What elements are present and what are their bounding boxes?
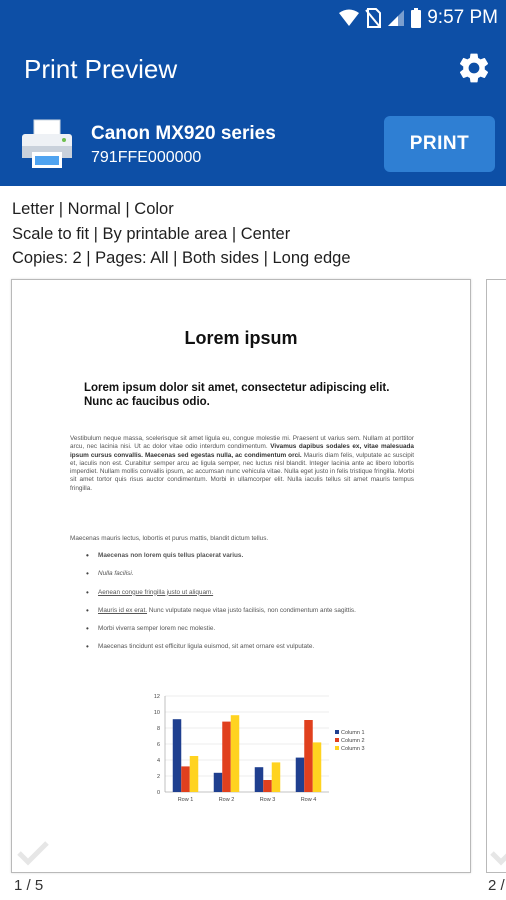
x-tick-label: Row 1: [177, 797, 194, 803]
printer-icon: [20, 118, 74, 172]
battery-icon: [411, 8, 421, 28]
preview-page-1[interactable]: [11, 279, 471, 873]
y-tick-label: 8: [156, 726, 160, 732]
list-item: • Aenean congue fringilla justo ut aliquam.: [84, 589, 414, 597]
no-sim-icon: [365, 8, 381, 28]
bar: [173, 719, 182, 792]
summary-paper: Letter | Normal | Color: [12, 200, 174, 218]
y-tick-label: 4: [156, 758, 160, 764]
bar: [296, 758, 305, 792]
y-tick-label: 6: [156, 742, 160, 748]
bar: [214, 773, 223, 792]
bar: [272, 762, 281, 792]
list-item: • Morbi viverra semper lorem nec molestie.: [84, 625, 414, 633]
wifi-icon: [339, 9, 359, 27]
paragraph-bold-text: Vivamus dapibus sodales ex, vitae malesuada ipsum cursus convallis. Maecenas sed egestas nulla, ac condimentum orci.: [70, 443, 414, 459]
bar: [304, 720, 313, 792]
page-title: Print Preview: [24, 54, 178, 84]
document-list: [84, 552, 414, 662]
y-tick-label: 0: [156, 790, 160, 796]
bar: [190, 756, 199, 792]
status-bar: [0, 0, 506, 34]
bar: [263, 780, 272, 792]
bar: [313, 742, 322, 792]
summary-copies: Copies: 2 | Pages: All | Both sides | Long edge: [12, 249, 351, 267]
document-title: Lorem ipsum: [184, 328, 298, 348]
status-icons: [339, 7, 498, 29]
gear-icon[interactable]: [456, 50, 492, 86]
bar: [255, 767, 264, 792]
x-tick-label: Row 2: [218, 797, 235, 803]
legend-label: Column 1: [341, 730, 365, 736]
y-tick-label: 10: [153, 710, 160, 716]
bar: [222, 722, 231, 792]
bar: [231, 715, 240, 792]
list-item: • Maecenas non lorem quis tellus placerat varius.: [84, 552, 414, 560]
y-tick-label: 2: [156, 774, 160, 780]
x-tick-label: Row 4: [300, 797, 317, 803]
checkmark-icon[interactable]: [489, 840, 506, 866]
printer-id: 791FFE000000: [91, 149, 202, 166]
document-chart: [137, 690, 377, 805]
paragraph-text: Mauris diam felis, vulputate ac suscipit et, iaculis non est. Curabitur semper arcu ac ligula semper, nec luctus nisl blandit. Integer lacinia ante ac libero lobortis imperdiet. Nullam mollis convallis ipsum, ac accumsan nunc vehicula vitae. Nulla eget justo in felis tristique fringilla. Morbi sit amet tortor quis risus auctor condimentum. Morbi in ullamcorper elit. Nulla iaculis tellus sit amet mauris tempus fringilla.: [70, 451, 414, 492]
list-item-text: Nunc vulputate neque vitae justo facilisis, non condimentum ante sagittis.: [147, 606, 356, 614]
list-item: • Maecenas tincidunt est efficitur ligula euismod, sit amet ornare est vulputate.: [84, 643, 414, 651]
print-settings-summary[interactable]: [12, 197, 351, 271]
document-paragraph: [70, 435, 414, 493]
print-button[interactable]: PRINT: [384, 116, 495, 172]
status-time: 9:57 PM: [427, 7, 498, 28]
printer-bar[interactable]: [0, 104, 506, 186]
printer-name: Canon MX920 series: [91, 123, 276, 144]
document-paragraph-2: Maecenas mauris lectus, lobortis et purus mattis, blandit dictum tellus.: [70, 535, 269, 542]
app-bar: [0, 34, 506, 104]
preview-area[interactable]: [0, 272, 506, 900]
legend-swatch: [335, 746, 339, 750]
checkmark-icon[interactable]: [16, 840, 50, 866]
paragraph-text: Vestibulum neque massa, scelerisque sit amet ligula eu, congue molestie mi. Praesent ut varius sem. Nullam at porttitor arcu, nec lacinia nisi. Ut ac dolor vitae odio interdum condimentum.: [70, 435, 414, 451]
legend-swatch: [335, 738, 339, 742]
list-item: • Nulla facilisi.: [84, 570, 414, 578]
legend-swatch: [335, 730, 339, 734]
page-indicator-1: 1 / 5: [14, 877, 44, 894]
list-item: [84, 607, 414, 615]
legend-label: Column 3: [341, 746, 365, 752]
signal-icon: [387, 9, 405, 27]
y-tick-label: 12: [153, 694, 160, 700]
legend-label: Column 2: [341, 738, 365, 744]
bar: [181, 766, 190, 792]
document-subtitle: Lorem ipsum dolor sit amet, consectetur adipiscing elit. Nunc ac faucibus odio.: [84, 382, 390, 408]
preview-page-2[interactable]: [486, 279, 506, 873]
page-indicator-2: 2 /: [488, 877, 505, 894]
list-item-link: Mauris id ex erat.: [98, 606, 148, 614]
summary-scale: Scale to fit | By printable area | Center: [12, 224, 291, 243]
x-tick-label: Row 3: [259, 797, 276, 803]
